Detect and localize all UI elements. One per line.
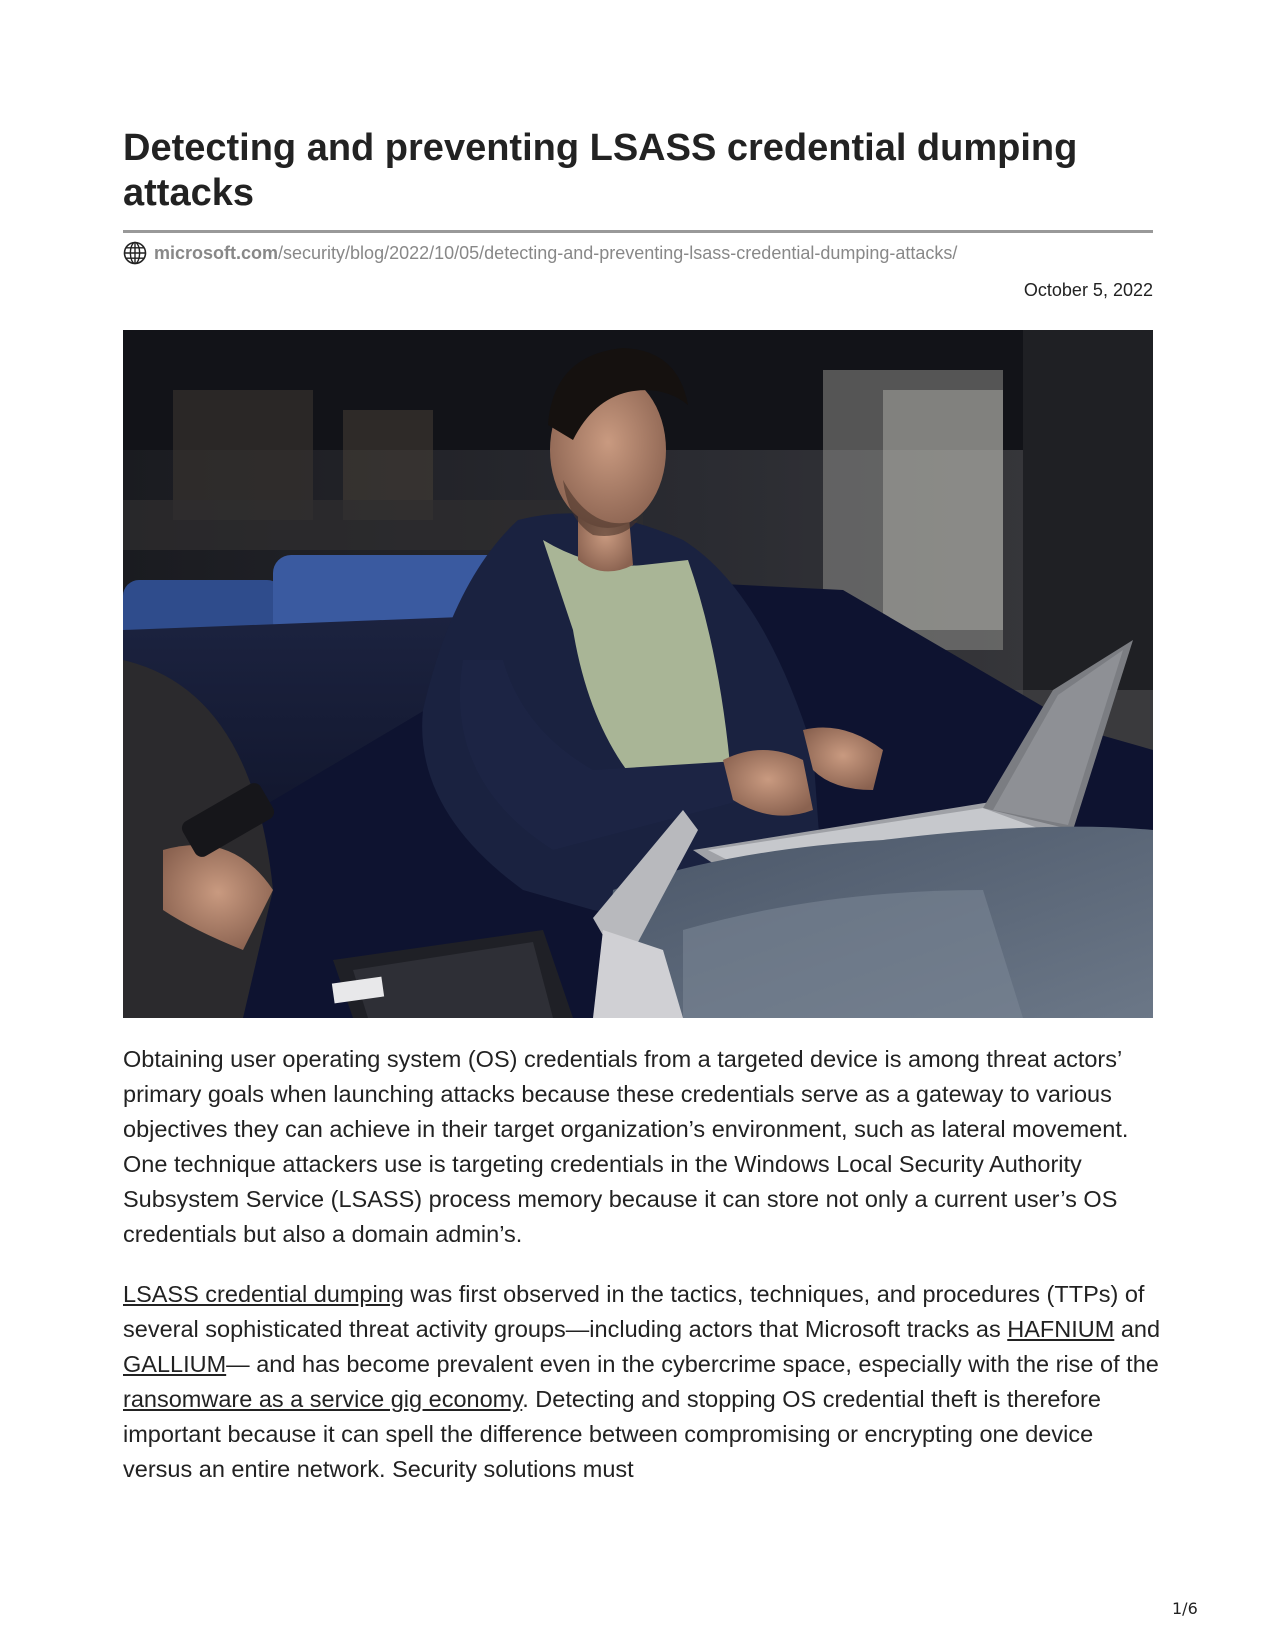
publish-date: October 5, 2022 [1023, 280, 1153, 300]
paragraph-2-text-2: and [1114, 1316, 1161, 1342]
paragraph-2-text-3: — and has become prevalent even in the cybercrime space, especially with the rise of the [226, 1351, 1159, 1377]
photo-person-laptop-on-couch-icon [123, 330, 1153, 1018]
link-ransomware-as-a-service[interactable]: ransomware as a service gig economy [123, 1386, 523, 1412]
source-path: /security/blog/2022/10/05/detecting-and-preventing-lsass-credential-dumping-attacks/ [278, 242, 958, 263]
source-domain: microsoft.com [154, 242, 279, 263]
link-hafnium[interactable]: HAFNIUM [1007, 1316, 1115, 1342]
hero-image [123, 330, 1153, 1018]
link-gallium[interactable]: GALLIUM [123, 1351, 227, 1377]
article-title: Detecting and preventing LSASS credential dumping attacks [123, 127, 1078, 214]
source-url[interactable] [123, 240, 957, 266]
globe-icon [123, 241, 147, 265]
article-paragraph-2 [123, 1277, 1163, 1487]
title-divider [123, 230, 1153, 233]
paragraph-2-text-1: was first observed in the tactics, techniques, and procedures (TTPs) of several sophisticated threat activity groups—including actors that Microsoft tracks as [123, 1281, 1145, 1342]
link-lsass-credential-dumping[interactable]: LSASS credential dumping [123, 1281, 404, 1307]
article-paragraph-1: Obtaining user operating system (OS) credentials from a targeted device is among threat actors’ primary goals when launching attacks because these credentials serve as a gateway to various objectives they can achieve in their target organization’s environment, such as lateral movement. One technique attackers use is targeting credentials in the Windows Local Security Authority Subsystem Service (LSASS) process memory because it can store not only a current user’s OS credentials but also a domain admin’s. [123, 1046, 1129, 1247]
page-number: 1/6 [1172, 1599, 1198, 1618]
paragraph-2-text-4: . Detecting and stopping OS credential theft is therefore important because it can spell the difference between compromising or encrypting one device versus an entire network. Security solutions must [123, 1386, 1101, 1482]
